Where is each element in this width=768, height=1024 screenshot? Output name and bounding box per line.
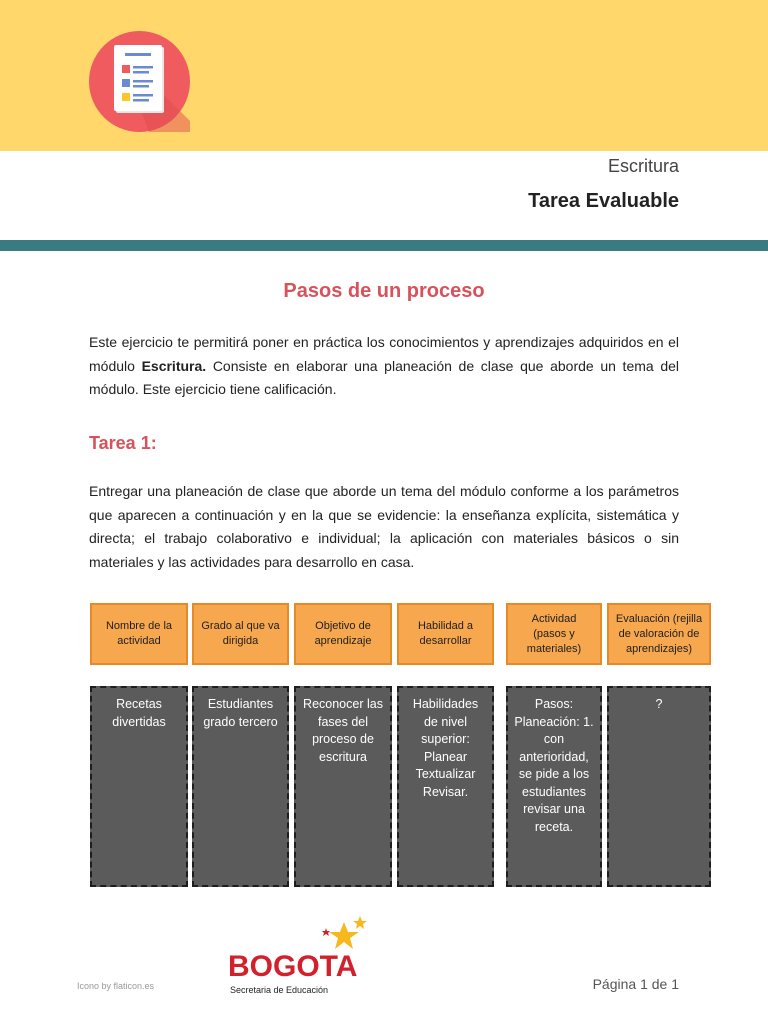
bogota-logo xyxy=(228,914,373,998)
body-cell-activity-name: Recetas divertidas xyxy=(90,686,188,887)
logo-wordmark: BOGOTA xyxy=(228,950,358,983)
body-cell-objective: Reconocer las fases del proceso de escritura xyxy=(294,686,392,887)
section-title: Pasos de un proceso xyxy=(283,280,485,302)
header-cell-skill: Habilidad a desarrollar xyxy=(397,603,494,665)
header-cell-activity-steps: Actividad (pasos y materiales) xyxy=(506,603,602,665)
planning-table xyxy=(90,603,711,887)
checklist-document-icon xyxy=(89,31,190,132)
page-number: Página 1 de 1 xyxy=(592,976,679,992)
header-cell-grade: Grado al que va dirigida xyxy=(192,603,289,665)
header-divider xyxy=(0,240,768,251)
subject-label: Escritura xyxy=(607,156,679,176)
icon-credit: Icono by flaticon.es xyxy=(77,981,155,991)
body-cell-activity-steps: Pasos: Planeación: 1. con anterioridad, se pide a los estudiantes revisar una receta. xyxy=(506,686,602,887)
task-title: Tarea 1: xyxy=(89,433,157,453)
body-cell-evaluation: ? xyxy=(607,686,711,887)
body-cell-grade: Estudiantes grado tercero xyxy=(192,686,289,887)
header-cell-objective: Objetivo de aprendizaje xyxy=(294,603,392,665)
task-paragraph: Entregar una planeación de clase que aborde un tema del módulo conforme a los parámetros que aparecen a continuación y en la que se evidencie: la enseñanza explícita, sistemática y directa; el trabajo colaborativo e individual; la aplicación con materiales básicos o sin materiales y las actividades para desarrollo en casa. xyxy=(89,483,679,570)
body-cell-skill: Habilidades de nivel superior: Planear Textualizar Revisar. xyxy=(397,686,494,887)
header-cell-evaluation: Evaluación (rejilla de valoración de aprendizajes) xyxy=(607,603,711,665)
module-name: Escritura. xyxy=(141,357,207,374)
document-title: Tarea Evaluable xyxy=(528,190,679,212)
logo-subtitle: Secretaria de Educación xyxy=(230,985,329,995)
header-cell-activity-name: Nombre de la actividad xyxy=(90,603,188,665)
intro-paragraph: Este ejercicio te permitirá poner en práctica los conocimientos y aprendizajes adquiridos en el módulo Escritura. Consiste en elaborar una planeación de clase que aborde un tema del módulo. Este ejercicio tiene calificación. xyxy=(89,334,680,397)
